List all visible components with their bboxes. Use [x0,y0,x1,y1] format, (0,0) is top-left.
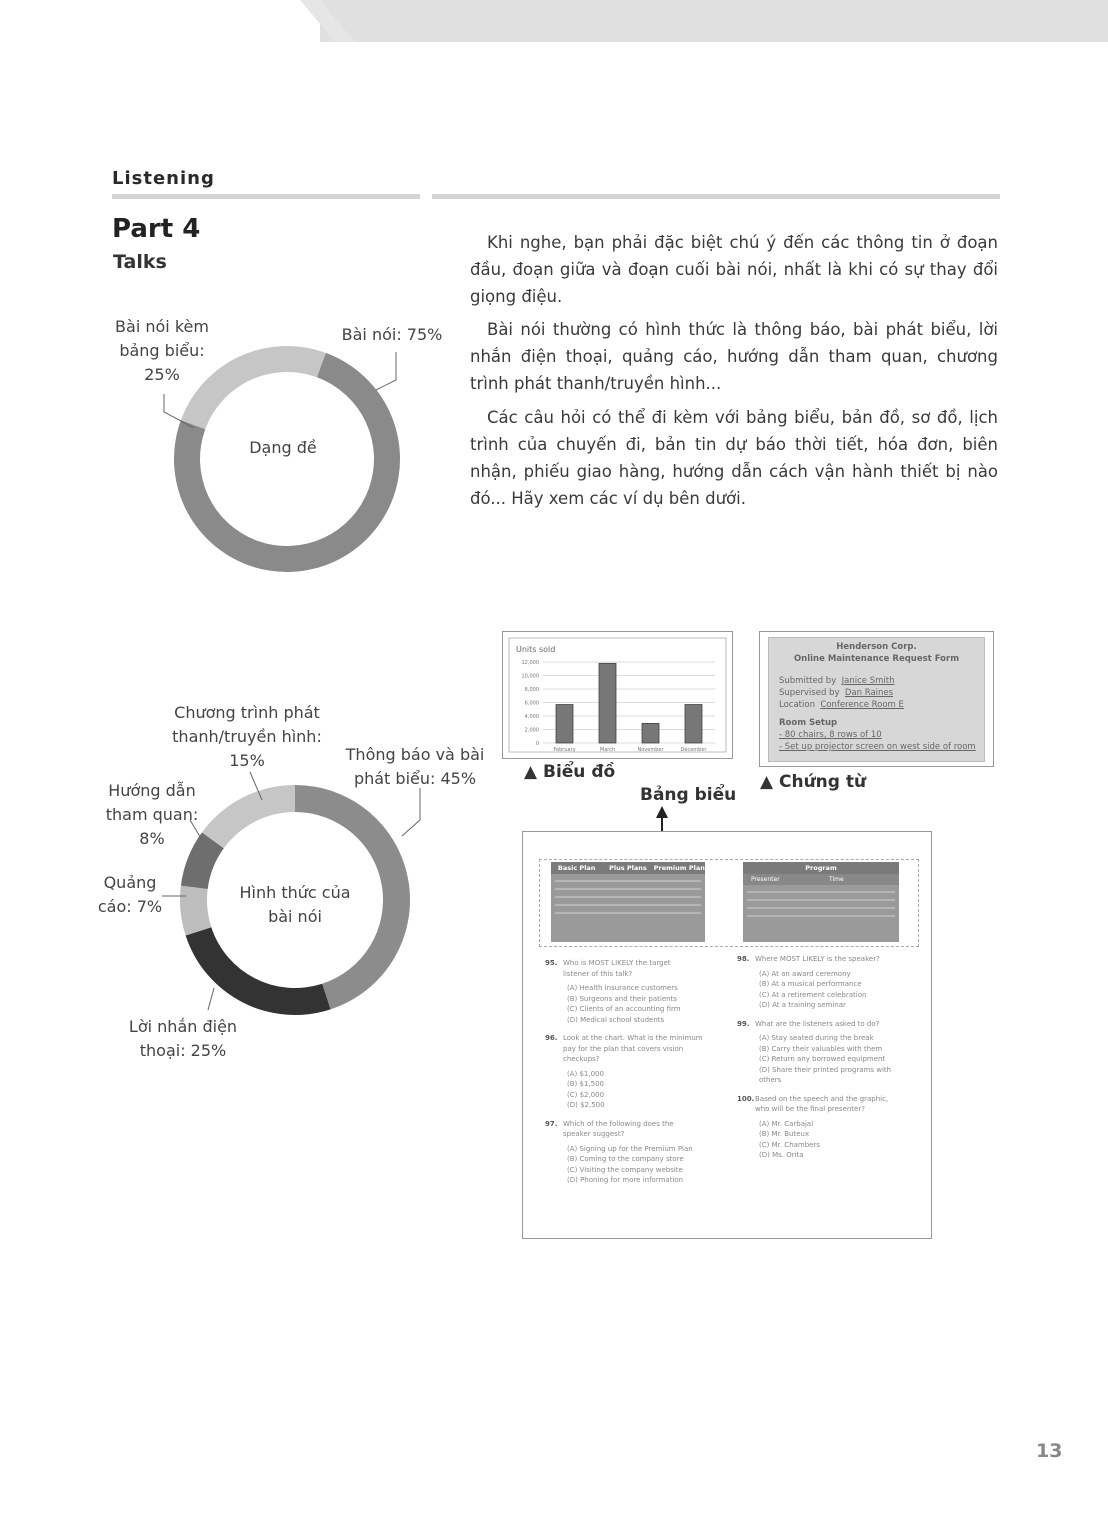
paragraph-3: Các câu hỏi có thể đi kèm với bảng biểu, bản đồ, sơ đồ, lịch trình của chuyến đi, bản tin dự báo thời tiết, hóa đơn, biên nhận, phiếu giao hàng, hướng dẫn cách vận hành thiết bị nào đó... Hãy xem các ví dụ bên dưới. [470,408,998,508]
donut2-label-broadcast: 15% [229,751,265,770]
donut-chart-question-type [100,300,480,600]
question-option: (D) $2,500 [567,1101,605,1109]
question-option: (C) Visiting the company website [567,1165,683,1174]
question-block [735,1019,925,1086]
donut2-label-advert: cáo: 7% [97,897,163,916]
paragraph-1: Khi nghe, bạn phải đặc biệt chú ý đến các thông tin ở đoạn đầu, đoạn giữa và đoạn cuối bài nói, nhất là khi có sự thay đổi giọng điệu. [470,233,998,306]
bar-chart-xtick: February [553,747,576,753]
bar-chart-xtick: December [680,747,707,753]
donut2-center-label: bài nói [268,907,322,926]
plan-table-header: Basic Plan Plus Plans Premium Plan [551,862,705,874]
top-band-wedge [300,0,360,42]
question-text: Where MOST LIKELY is the speaker? [755,955,880,963]
question-option: (A) $1,000 [567,1069,604,1078]
question-text: checkups? [563,1055,600,1063]
question-number: 97. [545,1119,558,1128]
question-option: (B) Carry their valuables with them [759,1044,883,1053]
question-option: (B) Coming to the company store [567,1155,684,1163]
question-block [735,954,925,1011]
question-number: 96. [545,1034,558,1042]
question-option: (C) At a retirement celebration [759,990,867,999]
bar-chart-bar [599,663,616,743]
form-setup-item: - 80 chairs, 8 rows of 10 [779,730,882,740]
question-option: (A) Signing up for the Premium Plan [567,1144,693,1153]
program-table [743,862,899,942]
table-caption: Bảng biểu [640,785,737,805]
bar-chart-ytick: 4,000 [524,714,539,720]
question-block [543,1033,733,1111]
bar-chart-ytick: 2,000 [524,727,539,734]
form-row: Supervised by Dan Raines [779,688,894,698]
leader-line [208,988,214,1010]
question-option: (C) Clients of an accounting firm [567,1005,681,1013]
bar-chart-bar [685,705,702,743]
donut1-label-table: Bài nói kèm [115,317,209,336]
bar-chart-ytick: 8,000 [524,687,539,693]
question-option: (C) $2,000 [567,1090,605,1099]
part-subtitle: Talks [113,251,167,273]
question-number: 98. [737,955,750,963]
paragraph-2: Bài nói thường có hình thức là thông báo, bài phát biểu, lời nhắn điện thoại, quảng cáo, hướng dẫn tham quan, chương trình phát thanh/truyền hình... [470,320,998,393]
form-row: Submitted by Janice Smith [779,676,895,686]
donut1-center-label: Dạng đề [249,438,317,457]
question-option: (D) At a training seminar [759,1001,846,1009]
question-text: who will be the final presenter? [755,1105,865,1113]
question-option: (C) Mr. Chambers [759,1140,821,1149]
question-text: listener of this talk? [563,969,633,978]
question-text: Based on the speech and the graphic, [755,1094,889,1103]
donut1-label-talk: Bài nói: 75% [341,325,443,344]
section-rule-right [432,194,1000,199]
question-option: (B) At a musical performance [759,980,862,988]
bar-chart-bar [642,723,659,743]
bar-chart-ytick: 0 [535,741,539,747]
question-text: Who is MOST LIKELY the target [563,959,671,967]
bar-chart-ytick: 6,000 [524,700,539,707]
question-option: (A) Health insurance customers [567,984,678,992]
donut2-label-broadcast: Chương trình phát [174,703,320,722]
bar-chart-ylabel: Units sold [516,645,556,654]
donut2-slice [186,927,331,1015]
top-band-white [0,0,320,42]
question-number: 100. [737,1094,755,1103]
donut2-slice [202,785,295,848]
question-option: (D) Ms. Orita [759,1151,804,1159]
question-option: (A) At an award ceremony [759,969,851,978]
donut2-slice [180,886,211,936]
question-option: (B) $1,500 [567,1080,604,1088]
question-block [735,1094,925,1161]
donut1-label-table: 25% [144,365,180,384]
questions-right [735,954,925,1169]
bar-chart-bar [556,705,573,743]
form-title: Online Maintenance Request Form [793,654,960,664]
leader-line [376,352,396,390]
donut2-label-announcement: Thông báo và bài [345,745,485,764]
question-option: (B) Surgeons and their patients [567,994,677,1003]
form-setup-item: - Set up projector screen on west side of room [779,742,976,752]
question-option: (D) Medical school students [567,1015,665,1024]
question-block [543,1119,733,1186]
donut2-label-announcement: phát biểu: 45% [353,769,477,788]
plan-table [551,862,705,942]
question-text: pay for the plan that covers vision [563,1044,684,1053]
donut2-label-tour: Hướng dẫn [108,781,196,800]
question-text: Look at the chart. What is the minimum [563,1034,703,1042]
question-option: others [759,1076,782,1084]
question-option: (B) Mr. Buteux [759,1130,810,1138]
bar-chart-ytick: 12,000 [521,660,539,666]
form-rows [769,675,984,753]
donut2-label-advert: Quảng [103,873,157,892]
questions-left [543,958,733,1194]
question-block [543,958,733,1025]
question-number: 99. [737,1019,750,1028]
donut1-label-table: bảng biểu: [119,341,205,360]
form-setup-title: Room Setup [779,718,838,728]
form-company: Henderson Corp. [836,642,917,652]
section-label: Listening [112,168,215,189]
leader-line [402,788,420,836]
question-option: (A) Stay seated during the break [759,1034,874,1042]
question-text: speaker suggest? [563,1130,625,1138]
bar-chart-figure [502,631,733,759]
bar-chart [503,632,732,758]
test-page-figure [522,831,932,1239]
part-title: Part 4 [112,214,201,244]
donut2-label-phone: Lời nhắn điện [128,1017,238,1036]
doc-caption: ▲ Chứng từ [760,772,867,792]
question-option: (D) Share their printed programs with [759,1065,892,1074]
page-number: 13 [1036,1440,1063,1462]
bar-chart-ytick: 10,000 [521,673,539,680]
section-rule-left [112,194,420,199]
donut2-label-tour: tham quan: [105,805,199,824]
program-table-header: Presenter Time [743,874,899,885]
question-number: 95. [545,959,558,967]
form-row: Location Conference Room E [779,700,904,710]
form-document [768,637,985,762]
question-option: (C) Return any borrowed equipment [759,1055,886,1063]
donut-chart-talk-format [90,690,490,1090]
chart-caption: ▲ Biểu đồ [524,762,616,782]
question-text: What are the listeners asked to do? [755,1019,880,1028]
donut2-label-broadcast: thanh/truyền hình: [172,727,322,746]
question-option: (A) Mr. Carbajal [759,1119,814,1128]
form-figure [759,631,994,767]
program-table-title: Program [743,862,899,874]
donut2-center-label: Hình thức của [239,883,351,902]
bar-chart-xtick: March [599,747,616,753]
question-option: (D) Phoning for more information [567,1176,684,1184]
donut2-label-phone: thoại: 25% [139,1041,227,1060]
donut2-label-tour: 8% [139,829,165,848]
bar-chart-xtick: November [637,747,664,753]
question-text: Which of the following does the [563,1119,674,1128]
